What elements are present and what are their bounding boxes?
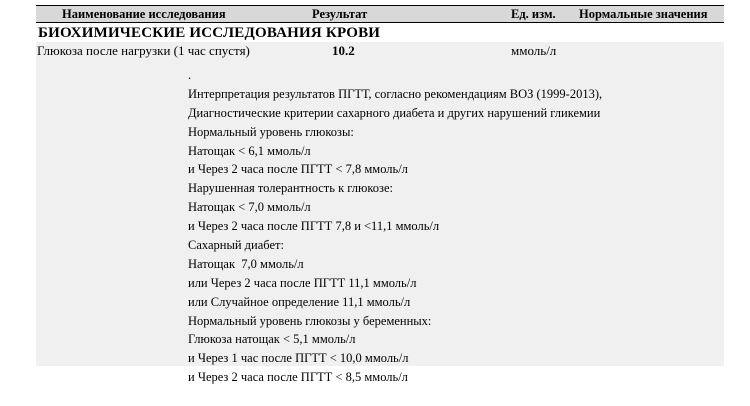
test-name: Глюкоза после нагрузки (1 час спустя) — [37, 43, 250, 58]
column-header-name: Наименование исследования — [62, 7, 226, 21]
section-title: БИОХИМИЧЕСКИЕ ИССЛЕДОВАНИЯ КРОВИ — [38, 25, 381, 41]
interpretation-line: Сахарный диабет: — [188, 238, 284, 253]
interpretation-line: и Через 1 час после ПГТТ < 10,0 ммоль/л — [188, 351, 409, 366]
test-value: 10.2 — [332, 43, 355, 58]
interpretation-line: Нормальный уровень глюкозы: — [188, 124, 354, 139]
interpretation-line: и Через 2 часа после ПГТТ < 8,5 ммоль/л — [188, 370, 408, 385]
table-header — [36, 5, 724, 23]
interpretation-note — [188, 66, 602, 387]
interpretation-line: Глюкоза натощак < 5,1 ммоль/л — [188, 332, 356, 347]
interpretation-line: Натощак 7,0 ммоль/л — [188, 256, 304, 271]
interpretation-line: Нормальный уровень глюкозы у беременных: — [188, 313, 432, 328]
test-unit: ммоль/л — [511, 43, 557, 58]
interpretation-line: и Через 2 часа после ПГТТ 7,8 и <11,1 ммоль/л — [188, 219, 440, 234]
interpretation-line: Диагностические критерии сахарного диабета и других нарушений гликемии — [188, 105, 601, 120]
interpretation-line: Интерпретация результатов ПГТТ, согласно рекомендациям ВОЗ (1999-2013), — [188, 86, 603, 101]
interpretation-line: Натощак < 6,1 ммоль/л — [188, 143, 311, 158]
column-header-reference: Нормальные значения — [579, 7, 708, 21]
column-header-result: Результат — [312, 7, 368, 21]
interpretation-line: Нарушенная толерантность к глюкозе: — [188, 181, 394, 196]
column-header-units: Ед. изм. — [511, 7, 556, 21]
interpretation-line: или Случайное определение 11,1 ммоль/л — [188, 294, 411, 309]
test-result-row — [36, 42, 724, 385]
interpretation-line: или Через 2 часа после ПГТТ 11,1 ммоль/л — [188, 275, 417, 290]
interpretation-line: . — [188, 68, 192, 82]
interpretation-line: и Через 2 часа после ПГТТ < 7,8 ммоль/л — [188, 162, 408, 177]
interpretation-line: Натощак < 7,0 ммоль/л — [188, 200, 311, 215]
